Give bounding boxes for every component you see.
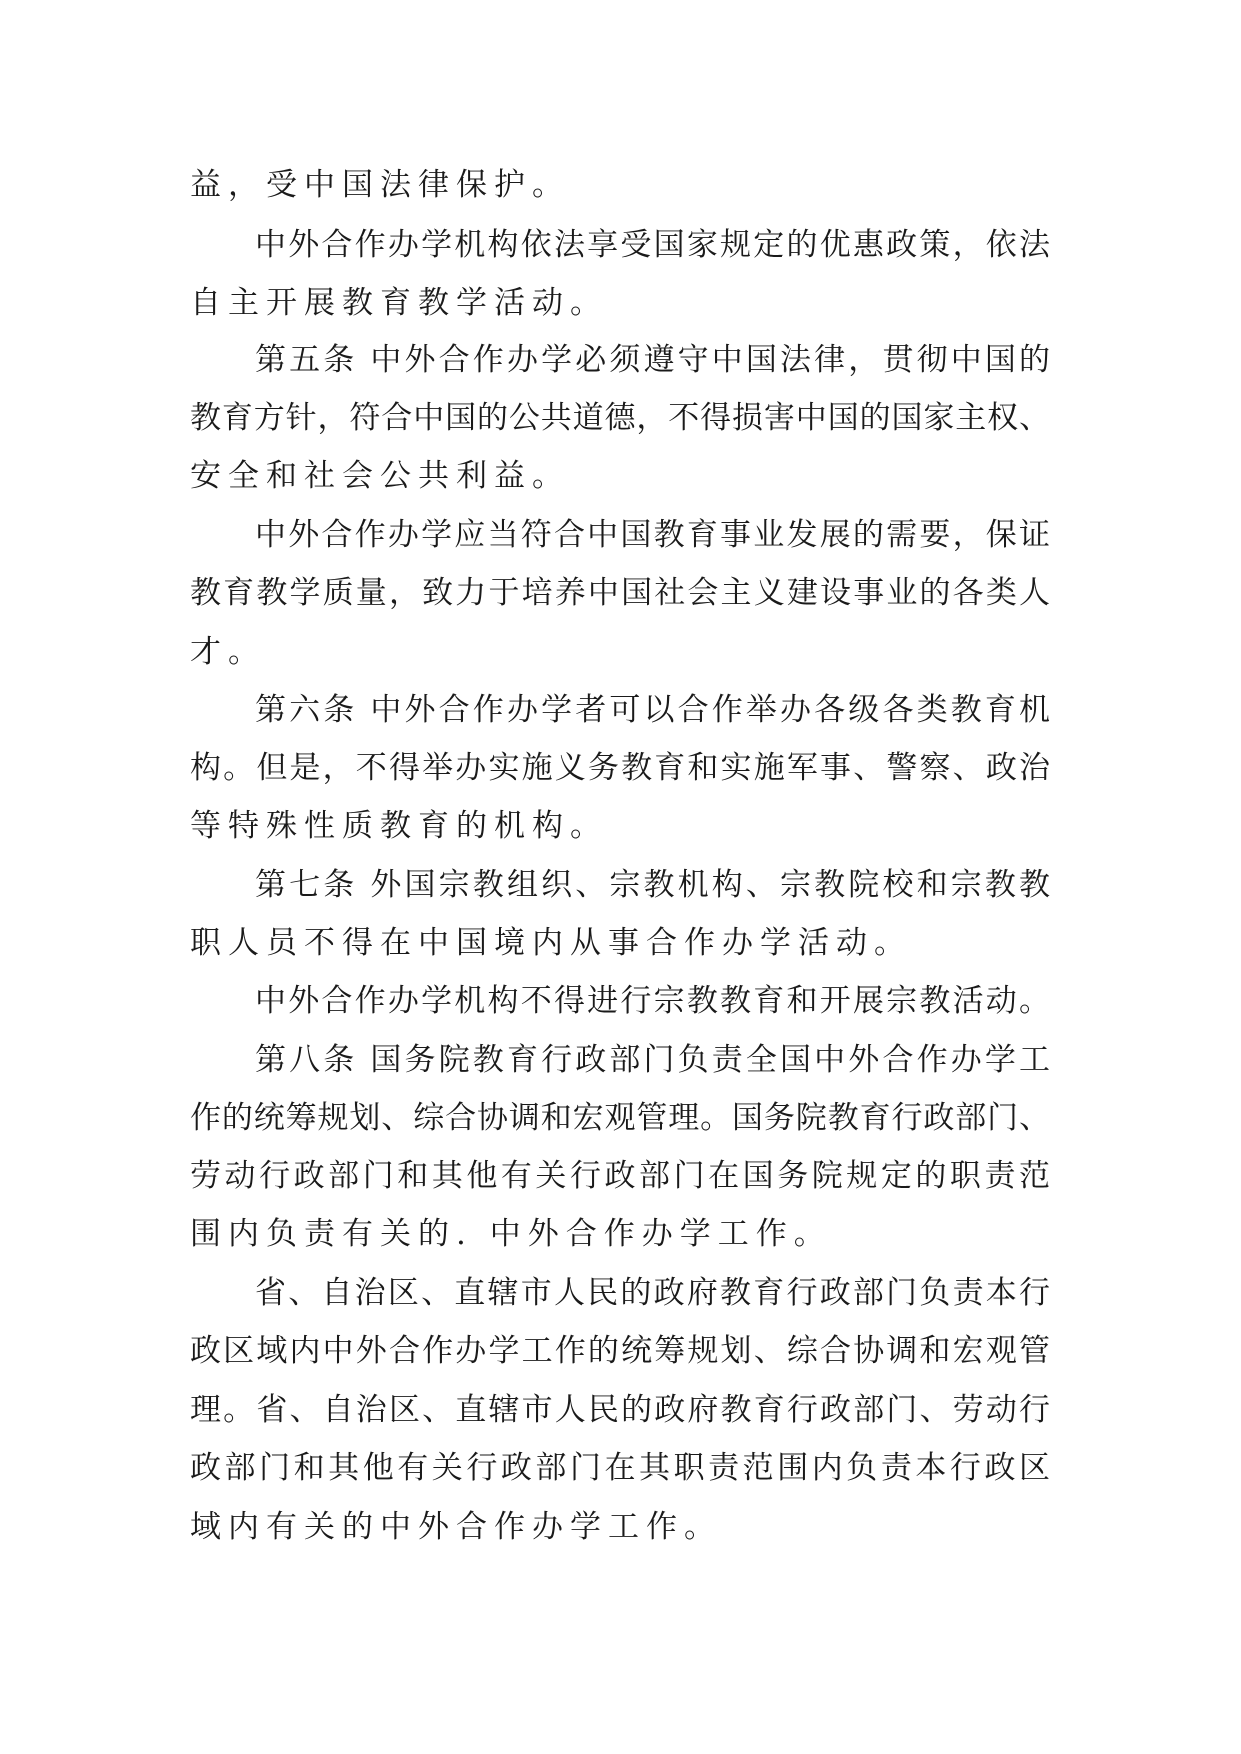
text-line: 益，受中国法律保护。 — [190, 167, 570, 203]
text-line: 第五条 中外合作办学必须遵守中国法律，贯彻中国的 — [255, 342, 1050, 378]
text-line: 教育方针，符合中国的公共道德，不得损害中国的国家主权、 — [190, 400, 1050, 436]
text-line: 中外合作办学机构依法享受国家规定的优惠政策，依法 — [255, 227, 1050, 263]
text-line: 作的统筹规划、综合协调和宏观管理。国务院教育行政部门、 — [190, 1100, 1050, 1136]
text-line: 围内负责有关的. 中外合作办学工作。 — [190, 1216, 832, 1252]
text-line: 政部门和其他有关行政部门在其职责范围内负责本行政区 — [190, 1450, 1050, 1486]
text-line: 职人员不得在中国境内从事合作办学活动。 — [190, 925, 912, 961]
text-line: 教育教学质量，致力于培养中国社会主义建设事业的各类人 — [190, 575, 1050, 611]
text-line: 等特殊性质教育的机构。 — [190, 808, 608, 844]
text-line: 第七条 外国宗教组织、宗教机构、宗教院校和宗教教 — [255, 867, 1050, 903]
text-line: 构。但是，不得举办实施义务教育和实施军事、警察、政治 — [190, 750, 1050, 786]
text-line: 自主开展教育教学活动。 — [190, 285, 608, 321]
text-line: 省、自治区、直辖市人民的政府教育行政部门负责本行 — [255, 1275, 1050, 1311]
text-line: 第六条 中外合作办学者可以合作举办各级各类教育机 — [255, 692, 1050, 728]
text-line: 劳动行政部门和其他有关行政部门在国务院规定的职责范 — [190, 1158, 1050, 1194]
text-line: 中外合作办学应当符合中国教育事业发展的需要，保证 — [255, 517, 1050, 553]
text-line: 第八条 国务院教育行政部门负责全国中外合作办学工 — [255, 1042, 1050, 1078]
text-line: 安全和社会公共利益。 — [190, 458, 570, 494]
text-line: 理。省、自治区、直辖市人民的政府教育行政部门、劳动行 — [190, 1392, 1050, 1428]
text-line: 政区域内中外合作办学工作的统筹规划、综合协调和宏观管 — [190, 1333, 1050, 1369]
text-line: 域内有关的中外合作办学工作。 — [190, 1509, 722, 1545]
text-line: 才。 — [190, 634, 266, 670]
text-line: 中外合作办学机构不得进行宗教教育和开展宗教活动。 — [255, 983, 1050, 1019]
